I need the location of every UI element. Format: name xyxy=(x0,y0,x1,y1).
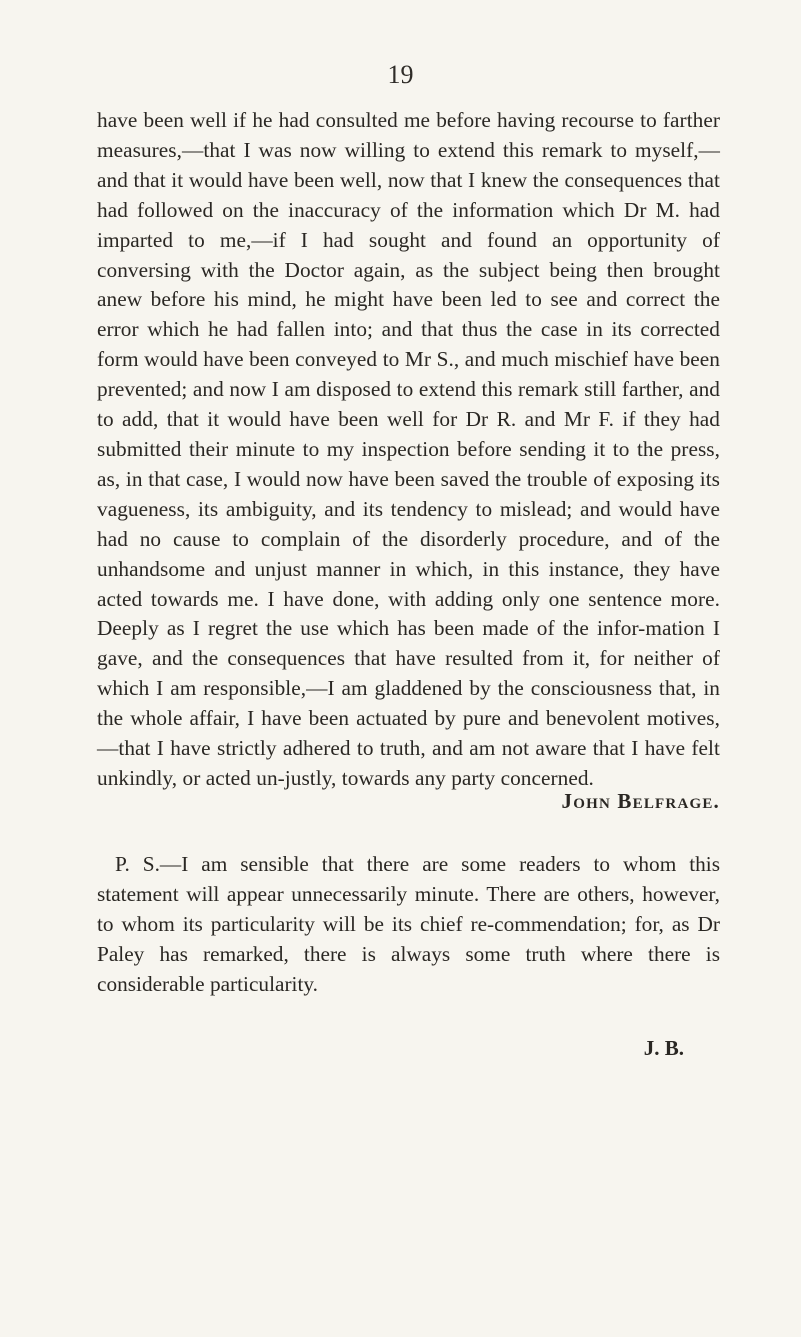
page-number: 19 xyxy=(387,60,414,89)
postscript-paragraph: P. S.—I am sensible that there are some readers to whom this statement will appear unnecessarily minute. There are others, however, to whom its particularity will be its chief re-commendation; for, as Dr Paley has remarked, there is always some truth where there is considerable particularity. xyxy=(97,852,720,996)
postscript-block xyxy=(97,850,720,1000)
signature: John Belfrage. xyxy=(561,789,720,813)
main-text-block xyxy=(97,106,720,794)
postscript-initials: J. B. xyxy=(643,1036,684,1060)
main-paragraph: have been well if he had consulted me before having recourse to farther measures,—that I was now willing to extend this remark to myself,—and that it would have been well, now that I knew the consequences that had followed on the inaccuracy of the information which Dr M. had imparted to me,—if I had sought and found an opportunity of conversing with the Doctor again, as the subject being then brought anew before his mind, he might have been led to see and correct the error which he had fallen into; and that thus the case in its corrected form would have been conveyed to Mr S., and much mischief have been prevented; and now I am disposed to extend this remark still farther, and to add, that it would have been well for Dr R. and Mr F. if they had submitted their minute to my inspection before sending it to the press, as, in that case, I would now have been saved the trouble of exposing its vagueness, its ambiguity, and its tendency to mislead; and would have had no cause to complain of the disorderly procedure, and of the unhandsome and unjust manner in which, in this instance, they have acted towards me. I have done, with adding only one sentence more. Deeply as I regret the use which has been made of the infor-mation I gave, and the consequences that have resulted from it, for neither of which I am responsible,—I am gladdened by the consciousness that, in the whole affair, I have been actuated by pure and benevolent motives,—that I have strictly adhered to truth, and am not aware that I have felt unkindly, or acted un-justly, towards any party concerned. xyxy=(97,108,720,790)
